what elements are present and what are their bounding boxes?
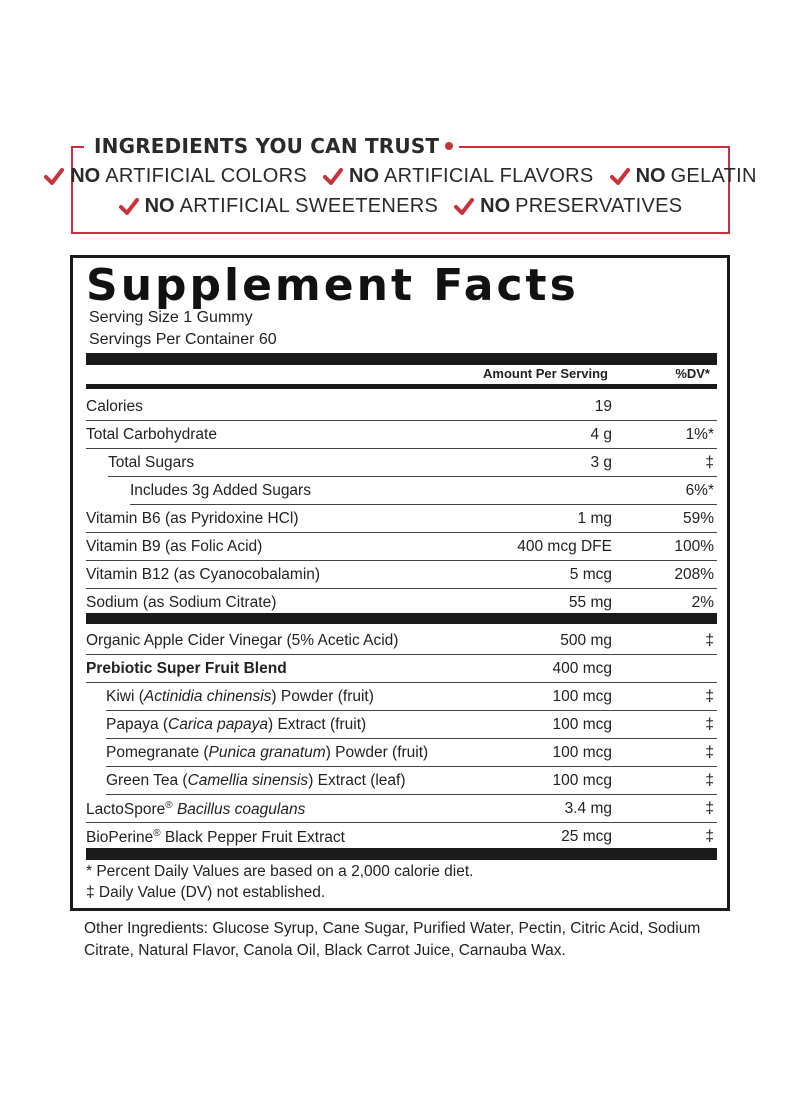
- ingredient-amount: 3.4 mg: [564, 800, 612, 817]
- nutrient-label: Sodium (as Sodium Citrate): [86, 594, 277, 611]
- nutrient-amount: 3 g: [590, 454, 612, 471]
- ingredient-amount: 100 mcg: [552, 688, 612, 705]
- checkmark-icon: [610, 168, 630, 186]
- trust-claims-row-2: [71, 195, 730, 218]
- other-ingredients: Other Ingredients: Glucose Syrup, Cane Sugar, Purified Water, Pectin, Citric Acid, Sodium Citrate, Natural Flavor, Canola Oil, Black Carrot Juice, Carnauba Wax.: [84, 920, 701, 959]
- claim-strong: NO: [349, 165, 380, 187]
- claim-strong: NO: [480, 195, 511, 217]
- table-row: [86, 505, 717, 533]
- ingredient-label: BioPerine® Black Pepper Fruit Extract: [86, 828, 345, 847]
- blend-amount: 400 mcg: [552, 660, 612, 677]
- nutrient-label: Calories: [86, 398, 143, 415]
- blend-label: Prebiotic Super Fruit Blend: [86, 660, 287, 677]
- trust-title: INGREDIENTS YOU CAN TRUST: [94, 134, 440, 158]
- checkmark-icon: [323, 168, 343, 186]
- red-dot-icon: [445, 142, 453, 150]
- claim-no-artificial-colors: [44, 165, 307, 188]
- thick-divider: [86, 613, 717, 624]
- claim-strong: NO: [70, 165, 101, 187]
- ingredient-amount: 25 mcg: [561, 828, 612, 845]
- table-row: [108, 449, 717, 477]
- nutrient-dv: 2%: [691, 594, 714, 611]
- claim-text: PRESERVATIVES: [515, 195, 683, 217]
- nutrient-dv: ‡: [705, 454, 714, 471]
- nutrient-label: Total Sugars: [108, 454, 195, 471]
- ingredient-dv: ‡: [705, 716, 714, 733]
- scientific-name: Punica granatum: [208, 744, 326, 761]
- ingredient-dv: ‡: [705, 688, 714, 705]
- nutrient-amount: 55 mg: [568, 594, 612, 611]
- table-row: [106, 767, 717, 795]
- scientific-name: Carica papaya: [168, 716, 268, 733]
- ingredient-amount: 500 mg: [560, 632, 612, 649]
- nutrient-label: Vitamin B12 (as Cyanocobalamin): [86, 566, 321, 583]
- nutrient-label: Vitamin B9 (as Folic Acid): [86, 538, 263, 555]
- ingredient-label: Organic Apple Cider Vinegar (5% Acetic Acid): [86, 632, 399, 649]
- column-header-dv: %DV*: [675, 366, 710, 381]
- ingredient-amount: 100 mcg: [552, 744, 612, 761]
- nutrient-amount: 1 mg: [577, 510, 612, 527]
- supplement-facts-panel: [70, 255, 730, 911]
- scientific-name: Bacillus coagulans: [172, 801, 306, 819]
- thick-divider: [86, 848, 717, 860]
- nutrient-amount: 4 g: [590, 426, 612, 443]
- claim-text: ARTIFICIAL SWEETENERS: [179, 195, 439, 217]
- ingredient-dv: ‡: [705, 632, 714, 649]
- claim-strong: NO: [635, 165, 666, 187]
- table-row: [130, 477, 717, 505]
- table-row: [86, 655, 717, 683]
- table-row: [86, 823, 717, 851]
- checkmark-icon: [454, 198, 474, 216]
- nutrient-label: Vitamin B6 (as Pyridoxine HCl): [86, 510, 299, 527]
- nutrient-amount: 400 mcg DFE: [517, 538, 612, 555]
- ingredient-dv: ‡: [705, 800, 714, 817]
- scientific-name: Actinidia chinensis: [143, 688, 272, 705]
- nutrient-dv: 6%*: [685, 482, 714, 499]
- table-row: [106, 683, 717, 711]
- table-row: [86, 627, 717, 655]
- nutrient-dv: 100%: [674, 538, 714, 555]
- table-row: [106, 739, 717, 767]
- claim-text: GELATIN: [670, 165, 757, 187]
- ingredient-label: Kiwi (Actinidia chinensis) Powder (fruit): [106, 688, 374, 705]
- ingredient-dv: ‡: [705, 828, 714, 845]
- ingredient-amount: 100 mcg: [552, 772, 612, 789]
- nutrient-dv: 1%*: [685, 426, 714, 443]
- nutrient-dv: 208%: [674, 566, 714, 583]
- serving-size: Serving Size 1 Gummy: [89, 309, 253, 326]
- ingredient-dv: ‡: [705, 744, 714, 761]
- ingredient-dv: ‡: [705, 772, 714, 789]
- claim-no-gelatin: [610, 165, 757, 188]
- table-row: [86, 561, 717, 589]
- table-row: [86, 421, 717, 449]
- claim-strong: NO: [144, 195, 175, 217]
- table-row: [86, 533, 717, 561]
- ingredient-label: LactoSpore® Bacillus coagulans: [86, 800, 306, 819]
- checkmark-icon: [119, 198, 139, 216]
- footnote-daily-values: * Percent Daily Values are based on a 2,000 calorie diet.: [86, 863, 474, 880]
- scientific-name: Camellia sinensis: [187, 772, 309, 789]
- ingredient-label: Papaya (Carica papaya) Extract (fruit): [106, 716, 367, 733]
- ingredient-amount: 100 mcg: [552, 716, 612, 733]
- nutrient-label: Total Carbohydrate: [86, 426, 217, 443]
- nutrient-amount: 5 mcg: [569, 566, 612, 583]
- table-row: [86, 393, 717, 421]
- table-row: [86, 795, 717, 823]
- thick-divider: [86, 353, 717, 365]
- claim-no-artificial-flavors: [323, 165, 594, 188]
- trust-title-wrap: [84, 131, 459, 161]
- column-header-amount: Amount Per Serving: [483, 366, 608, 381]
- nutrient-amount: 19: [594, 398, 612, 415]
- servings-per-container: Servings Per Container 60: [89, 331, 277, 348]
- claim-no-preservatives: [454, 195, 682, 218]
- claim-no-artificial-sweeteners: [119, 195, 439, 218]
- checkmark-icon: [44, 168, 64, 186]
- claim-text: ARTIFICIAL COLORS: [105, 165, 308, 187]
- ingredient-label: Pomegranate (Punica granatum) Powder (fruit): [106, 744, 429, 761]
- table-row: [106, 711, 717, 739]
- nutrient-dv: 59%: [682, 510, 714, 527]
- header-divider: [86, 384, 717, 389]
- ingredient-label: Green Tea (Camellia sinensis) Extract (leaf): [106, 772, 406, 789]
- nutrient-label: Includes 3g Added Sugars: [130, 482, 311, 499]
- claim-text: ARTIFICIAL FLAVORS: [384, 165, 594, 187]
- trust-claims-row-1: [70, 165, 757, 188]
- facts-title: Supplement Facts: [86, 260, 579, 311]
- footnote-dv-not-established: ‡ Daily Value (DV) not established.: [86, 884, 326, 901]
